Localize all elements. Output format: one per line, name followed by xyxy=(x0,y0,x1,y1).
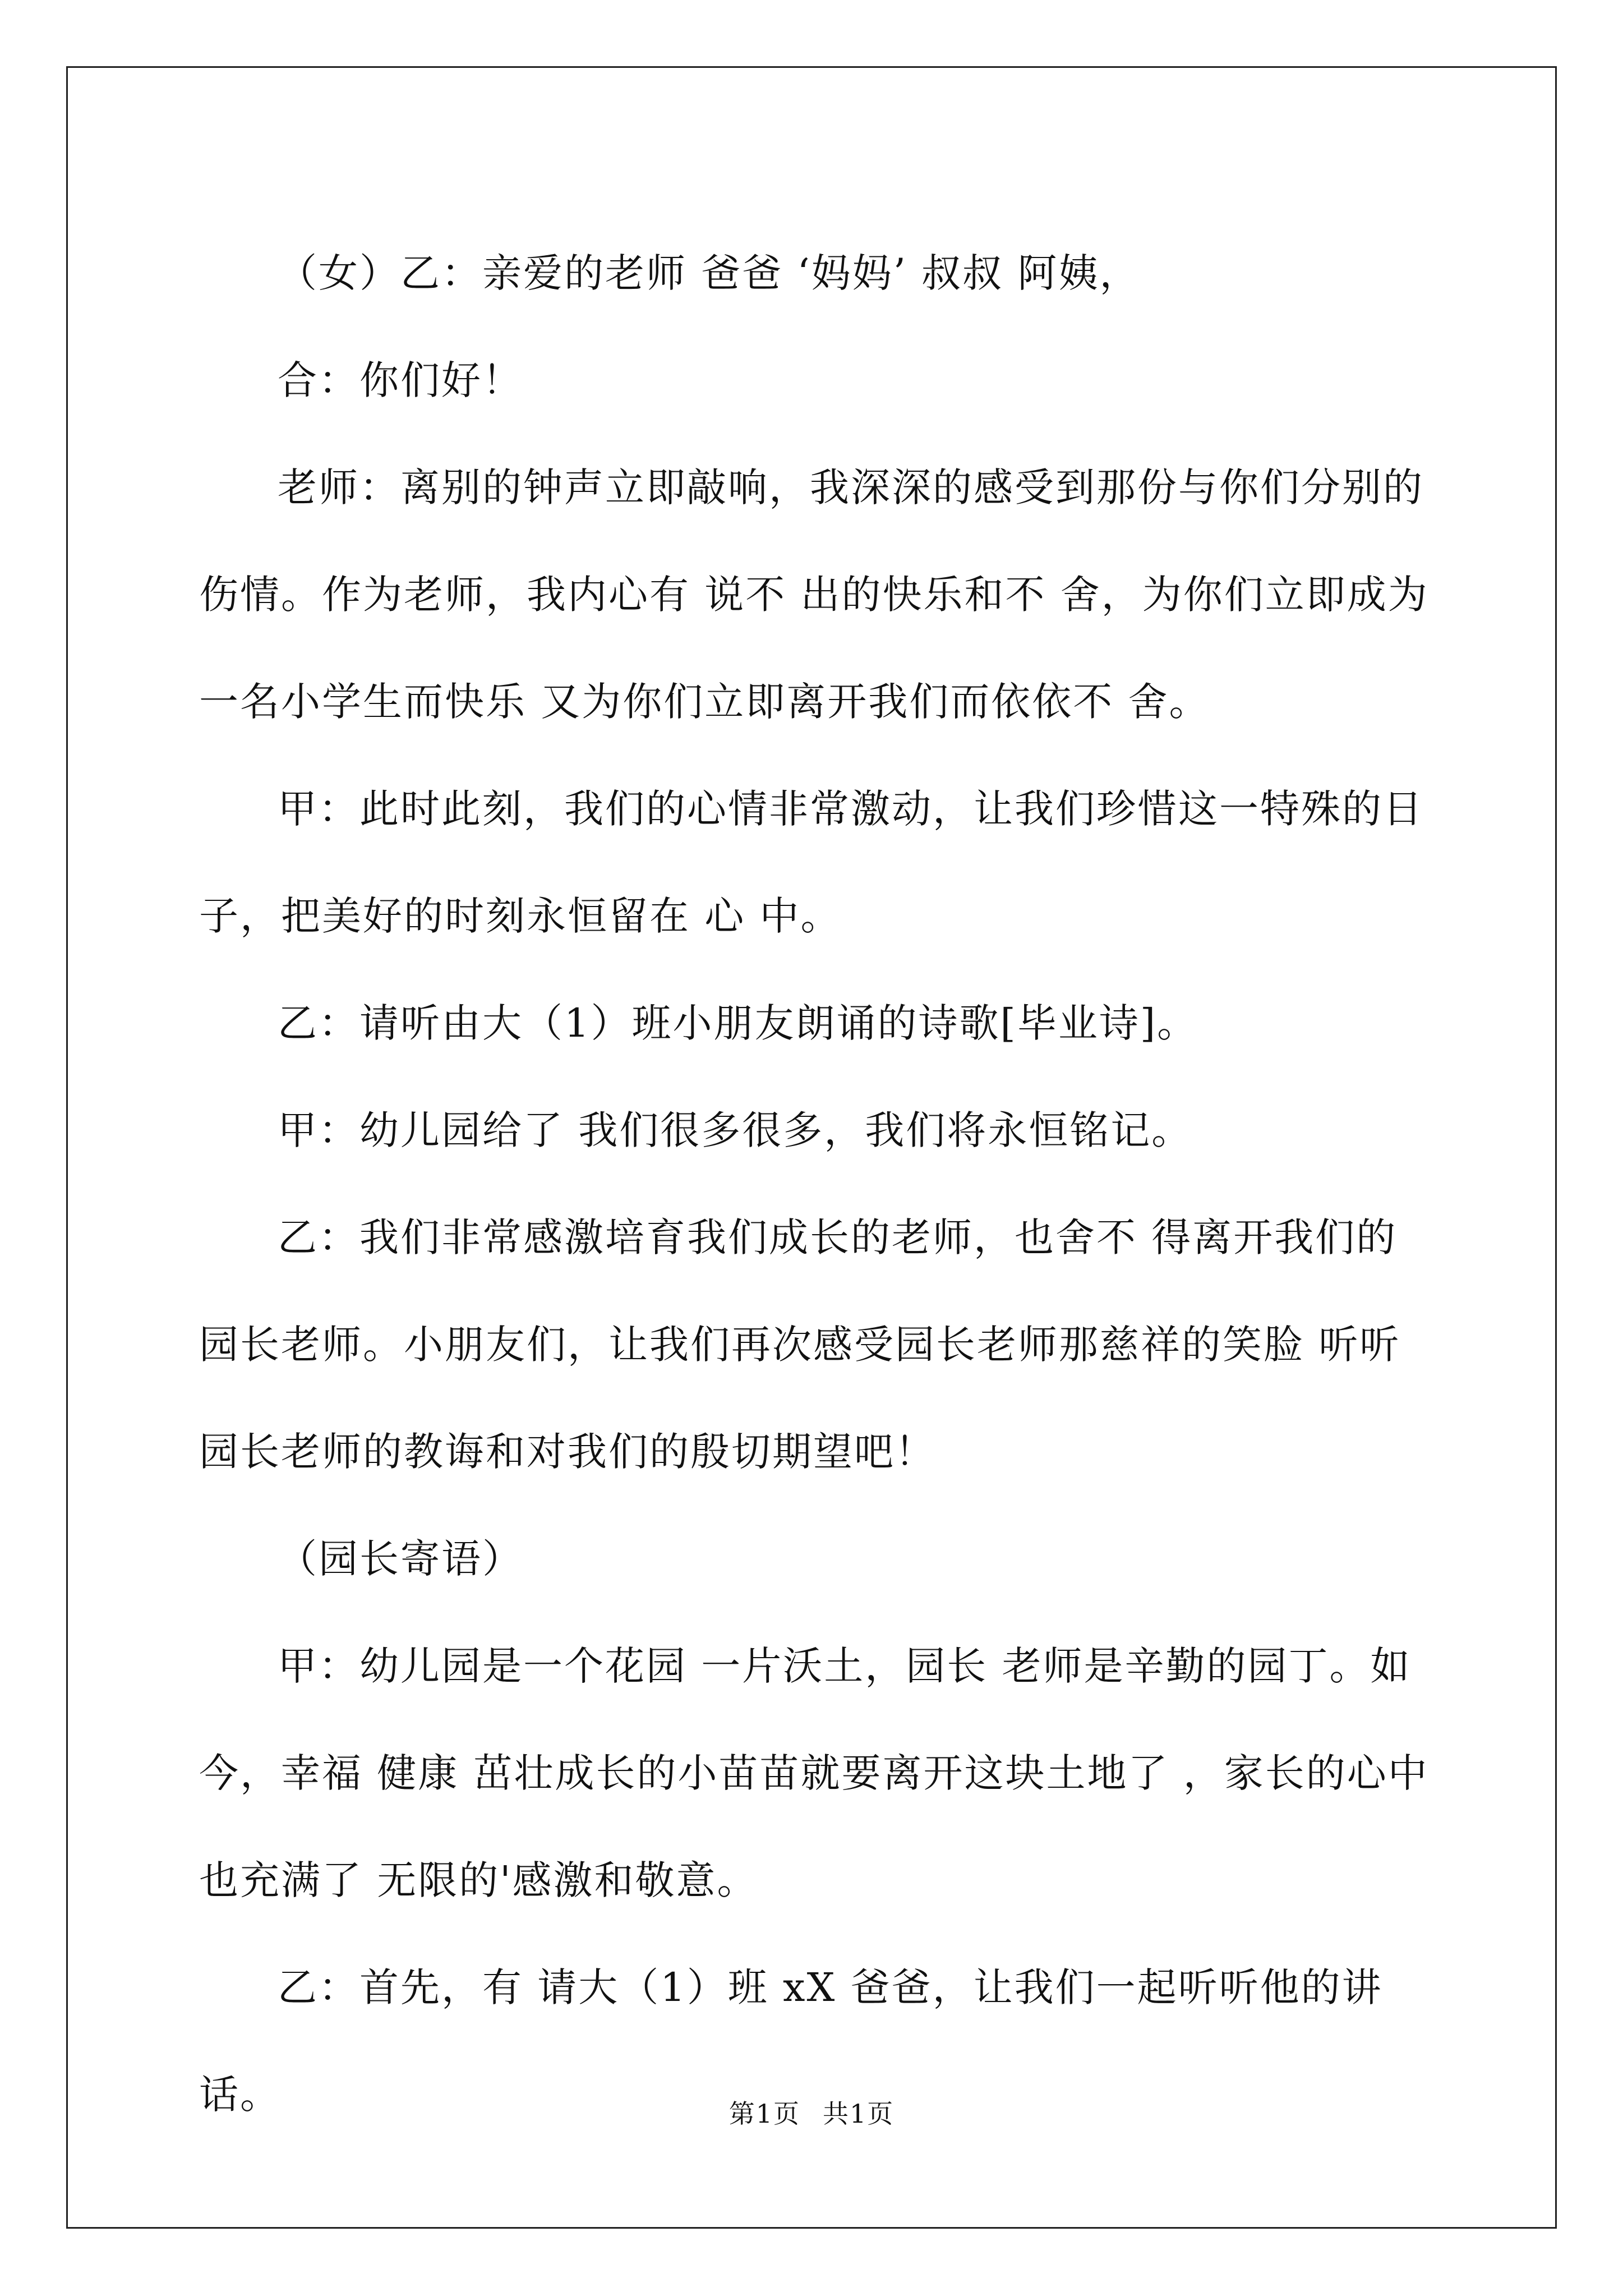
page-total: 共1页 xyxy=(823,2099,895,2129)
paragraph: 老师：离别的钟声立即敲响，我深深的感受到那份与你们分别的伤情。作为老师，我内心有 说不 出的快乐和不 舍，为你们立即成为一名小学生而快乐 又为你们立即离开我们而依依不 舍。 xyxy=(199,464,1429,725)
paragraph: 甲：此时此刻，我们的心情非常激动，让我们珍惜这一特殊的日子，把美好的时刻永恒留在 心 中。 xyxy=(199,786,1424,939)
paragraph: （园长寄语） xyxy=(278,1536,523,1582)
paragraph: 乙：请听由大（1）班小朋友朗诵的诗歌[毕业诗]。 xyxy=(278,1000,1198,1046)
paragraph: 乙：我们非常感激培育我们成长的老师，也舍不 得离开我们的园长老师。小朋友们，让我们再次感受园长老师那慈祥的笑脸 听听园长老师的教诲和对我们的殷切期望吧！ xyxy=(199,1214,1401,1475)
page-number: 第1页 xyxy=(728,2099,800,2129)
paragraph: 合：你们好！ xyxy=(278,357,523,403)
document-body xyxy=(199,220,1433,2148)
paragraph: 乙：首先，有 请大（1）班 xX 爸爸，让我们一起听听他的讲话。 xyxy=(199,1964,1383,2118)
paragraph: 甲：幼儿园给了 我们很多很多，我们将永恒铭记。 xyxy=(278,1107,1193,1153)
paragraph: （女）乙：亲爱的老师 爸爸 ‘妈妈’ 叔叔 阿姨， xyxy=(278,250,1141,296)
page-footer xyxy=(0,2093,1623,2131)
paragraph: 甲：幼儿园是一个花园 一片沃土，园长 老师是辛勤的园丁。如今，幸福 健康 茁壮成长的小苗苗就要离开这块土地了 ，家长的心中也充满了 无限的'感激和敬意。 xyxy=(199,1643,1429,1903)
